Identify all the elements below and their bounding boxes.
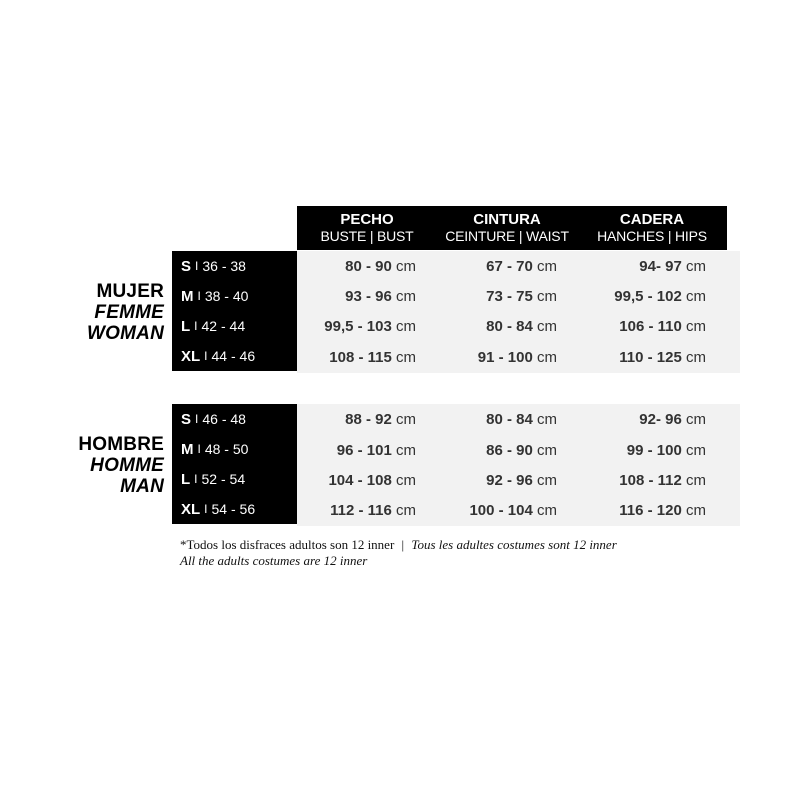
hips-cell <box>557 318 706 335</box>
waist-cell <box>416 318 557 335</box>
size-range: 36 - 38 <box>202 258 246 274</box>
size-range: 52 - 54 <box>201 471 246 487</box>
hips-cell <box>557 472 706 489</box>
table-row <box>297 404 740 434</box>
bust-value: 99,5 - 103 <box>324 317 392 335</box>
waist-cell <box>416 502 557 519</box>
hips-value: 94- 97 <box>639 257 682 275</box>
size-letter: S <box>181 410 192 428</box>
size-label <box>172 311 297 341</box>
separator: I <box>194 472 198 486</box>
table-header <box>297 206 727 250</box>
unit-label: cm <box>396 287 416 305</box>
column-title: PECHO <box>340 211 394 228</box>
table-row <box>297 435 740 465</box>
size-label <box>172 341 297 371</box>
column-title: CADERA <box>619 211 685 228</box>
hips-cell <box>557 258 706 275</box>
bust-value: 88 - 92 <box>345 410 392 428</box>
column-subtitle: HANCHES | HIPS <box>597 228 707 244</box>
hips-value: 106 - 110 <box>619 317 682 335</box>
footnote <box>180 537 617 569</box>
unit-label: cm <box>537 441 557 459</box>
unit-label: cm <box>537 348 557 366</box>
waist-cell <box>416 258 557 275</box>
footnote-divider: | <box>401 537 405 552</box>
women-size-column <box>172 251 297 371</box>
bust-cell <box>297 318 416 335</box>
bust-value: 104 - 108 <box>328 471 392 489</box>
size-range: 54 - 56 <box>211 501 256 517</box>
unit-label: cm <box>396 410 416 428</box>
size-label <box>172 494 297 524</box>
size-range: 42 - 44 <box>201 318 246 334</box>
separator: I <box>194 319 198 333</box>
footnote-english: All the adults costumes are 12 inner <box>180 553 368 568</box>
group-label-english: MAN <box>120 476 164 497</box>
bust-cell <box>297 472 416 489</box>
unit-label: cm <box>396 317 416 335</box>
bust-cell <box>297 288 416 305</box>
unit-label: cm <box>537 501 557 519</box>
unit-label: cm <box>686 501 706 519</box>
hips-value: 92- 96 <box>639 410 682 428</box>
separator: I <box>197 289 201 303</box>
column-header-bust <box>297 206 437 250</box>
group-label-french: FEMME <box>94 302 164 323</box>
separator: I <box>204 349 208 363</box>
waist-value: 100 - 104 <box>469 501 533 519</box>
size-range: 48 - 50 <box>204 441 249 457</box>
size-letter: XL <box>181 500 201 518</box>
men-group-label <box>78 434 164 497</box>
bust-value: 96 - 101 <box>336 441 392 459</box>
hips-value: 99,5 - 102 <box>614 287 682 305</box>
column-header-waist <box>437 206 577 250</box>
size-letter: M <box>181 287 194 305</box>
table-row <box>297 251 740 281</box>
column-subtitle: CEINTURE | WAIST <box>445 228 569 244</box>
bust-cell <box>297 411 416 428</box>
waist-cell <box>416 349 557 366</box>
bust-value: 112 - 116 <box>330 501 392 519</box>
column-subtitle: BUSTE | BUST <box>320 228 414 244</box>
bust-value: 108 - 115 <box>329 348 392 366</box>
size-range: 38 - 40 <box>204 288 249 304</box>
unit-label: cm <box>537 287 557 305</box>
footnote-line-1 <box>180 537 617 553</box>
size-label <box>172 464 297 494</box>
size-range: 44 - 46 <box>211 348 256 364</box>
size-letter: L <box>181 317 191 335</box>
size-label <box>172 434 297 464</box>
column-title: CINTURA <box>473 211 541 228</box>
hips-value: 116 - 120 <box>619 501 682 519</box>
separator: I <box>195 412 199 426</box>
size-letter: S <box>181 257 192 275</box>
unit-label: cm <box>686 257 706 275</box>
unit-label: cm <box>537 257 557 275</box>
size-letter: L <box>181 470 191 488</box>
hips-value: 110 - 125 <box>619 348 682 366</box>
men-size-column <box>172 404 297 524</box>
group-label-spanish: HOMBRE <box>78 434 164 455</box>
unit-label: cm <box>396 441 416 459</box>
women-group-label <box>87 281 164 344</box>
waist-value: 92 - 96 <box>486 471 533 489</box>
unit-label: cm <box>537 471 557 489</box>
hips-value: 108 - 112 <box>619 471 682 489</box>
footnote-french: Tous les adultes costumes sont 12 inner <box>411 537 617 552</box>
waist-value: 86 - 90 <box>486 441 533 459</box>
hips-cell <box>557 288 706 305</box>
unit-label: cm <box>686 410 706 428</box>
size-label <box>172 251 297 281</box>
bust-cell <box>297 349 416 366</box>
unit-label: cm <box>686 441 706 459</box>
unit-label: cm <box>396 471 416 489</box>
table-row <box>297 281 740 311</box>
waist-value: 80 - 84 <box>486 317 533 335</box>
unit-label: cm <box>686 317 706 335</box>
separator: I <box>204 502 208 516</box>
unit-label: cm <box>396 257 416 275</box>
waist-cell <box>416 472 557 489</box>
unit-label: cm <box>686 287 706 305</box>
hips-cell <box>557 349 706 366</box>
waist-value: 91 - 100 <box>477 348 533 366</box>
bust-value: 80 - 90 <box>345 257 392 275</box>
waist-value: 73 - 75 <box>486 287 533 305</box>
group-label-spanish: MUJER <box>96 281 164 302</box>
size-letter: M <box>181 440 194 458</box>
size-label <box>172 281 297 311</box>
group-label-english: WOMAN <box>87 323 164 344</box>
unit-label: cm <box>396 501 416 519</box>
unit-label: cm <box>686 471 706 489</box>
separator: I <box>197 442 201 456</box>
waist-cell <box>416 442 557 459</box>
unit-label: cm <box>537 317 557 335</box>
hips-cell <box>557 442 706 459</box>
bust-cell <box>297 258 416 275</box>
table-row <box>297 311 740 341</box>
footnote-spanish: *Todos los disfraces adultos son 12 inner <box>180 537 395 552</box>
table-row <box>297 495 740 525</box>
separator: I <box>195 259 199 273</box>
waist-value: 67 - 70 <box>486 257 533 275</box>
table-row <box>297 465 740 495</box>
bust-value: 93 - 96 <box>345 287 392 305</box>
hips-value: 99 - 100 <box>626 441 682 459</box>
hips-cell <box>557 411 706 428</box>
waist-value: 80 - 84 <box>486 410 533 428</box>
waist-cell <box>416 411 557 428</box>
waist-cell <box>416 288 557 305</box>
unit-label: cm <box>396 348 416 366</box>
size-letter: XL <box>181 347 201 365</box>
hips-cell <box>557 502 706 519</box>
unit-label: cm <box>686 348 706 366</box>
bust-cell <box>297 502 416 519</box>
column-header-hips <box>577 206 727 250</box>
unit-label: cm <box>537 410 557 428</box>
size-label <box>172 404 297 434</box>
size-range: 46 - 48 <box>202 411 246 427</box>
group-label-french: HOMME <box>90 455 164 476</box>
table-row <box>297 342 740 372</box>
bust-cell <box>297 442 416 459</box>
